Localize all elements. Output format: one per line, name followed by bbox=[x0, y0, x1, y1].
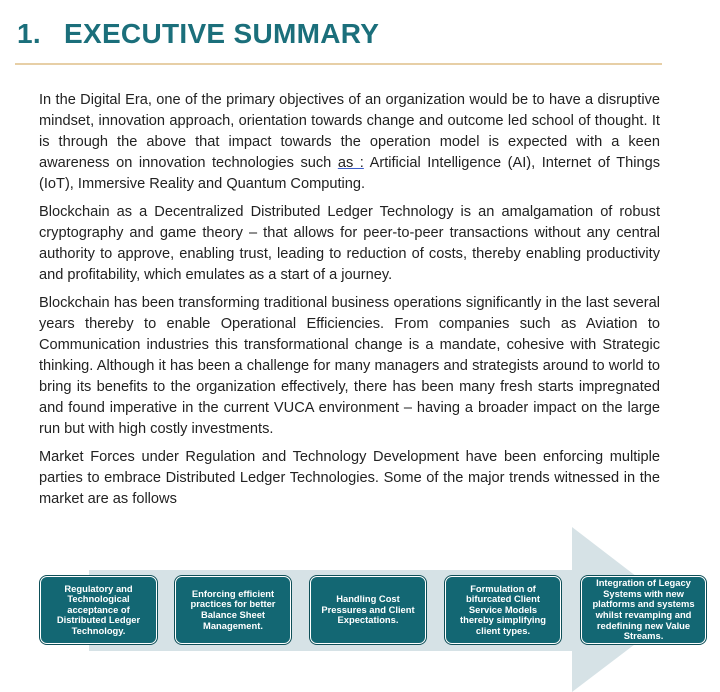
paragraph-market-forces: Market Forces under Regulation and Technology Development have been enforcing multiple parties to embrace Distributed Ledger Technologies. Some of the major trends witnessed in the market are as follows bbox=[39, 449, 660, 507]
underlined-text: as : bbox=[337, 155, 364, 171]
trend-box-regulatory: Regulatory and Technological acceptance of Distributed Ledger Technology. bbox=[40, 576, 157, 644]
paragraph-text: In the Digital Era, one of the primary objectives of an organization would be to have a disruptive mindset, innovation approach, orientation towards change and outcome led school of thought. It is through the above that impact towards the operation model is expected with a keen awareness on innovation technologies such bbox=[39, 92, 660, 171]
trend-box-cost-pressures: Handling Cost Pressures and Client Expectations. bbox=[310, 576, 426, 644]
paragraph-blockchain-transforming: Blockchain has been transforming traditional business operations significantly in the last several years thereby to enable Operational Efficiencies. From companies such as Aviation to Communication industries this transformational change is a mandate, cohesive with Strategic thinking. Although it has been a challenge for many managers and strategists around to world to bring its benefits to the organization effectively, there has been many fresh starts impregnated and found imperative in the current VUCA environment – having a broader impact on the large run but with high costly investments. bbox=[39, 295, 660, 437]
paragraph-text: Artificial Intelligence (AI), Internet of Things (IoT), Immersive Reality and Quantum Computing. bbox=[39, 155, 660, 192]
section-number: 1. bbox=[17, 18, 41, 49]
trend-box-client-service: Formulation of bifurcated Client Service Models thereby simplifying client types. bbox=[445, 576, 561, 644]
paragraph-blockchain-definition: Blockchain as a Decentralized Distributed Ledger Technology is an amalgamation of robust cryptography and game theory – that allows for peer-to-peer transactions without any central authority to approve, enabling trust, leading to reduction of costs, thereby enabling productivity and profitability, which emulates as a start of a journey. bbox=[39, 204, 660, 283]
trend-box-legacy-integration: Integration of Legacy Systems with new platforms and systems whilst revamping and redefining new Value Streams. bbox=[581, 576, 706, 644]
section-title: EXECUTIVE SUMMARY bbox=[64, 18, 380, 49]
trend-box-balance-sheet: Enforcing efficient practices for better Balance Sheet Management. bbox=[175, 576, 291, 644]
